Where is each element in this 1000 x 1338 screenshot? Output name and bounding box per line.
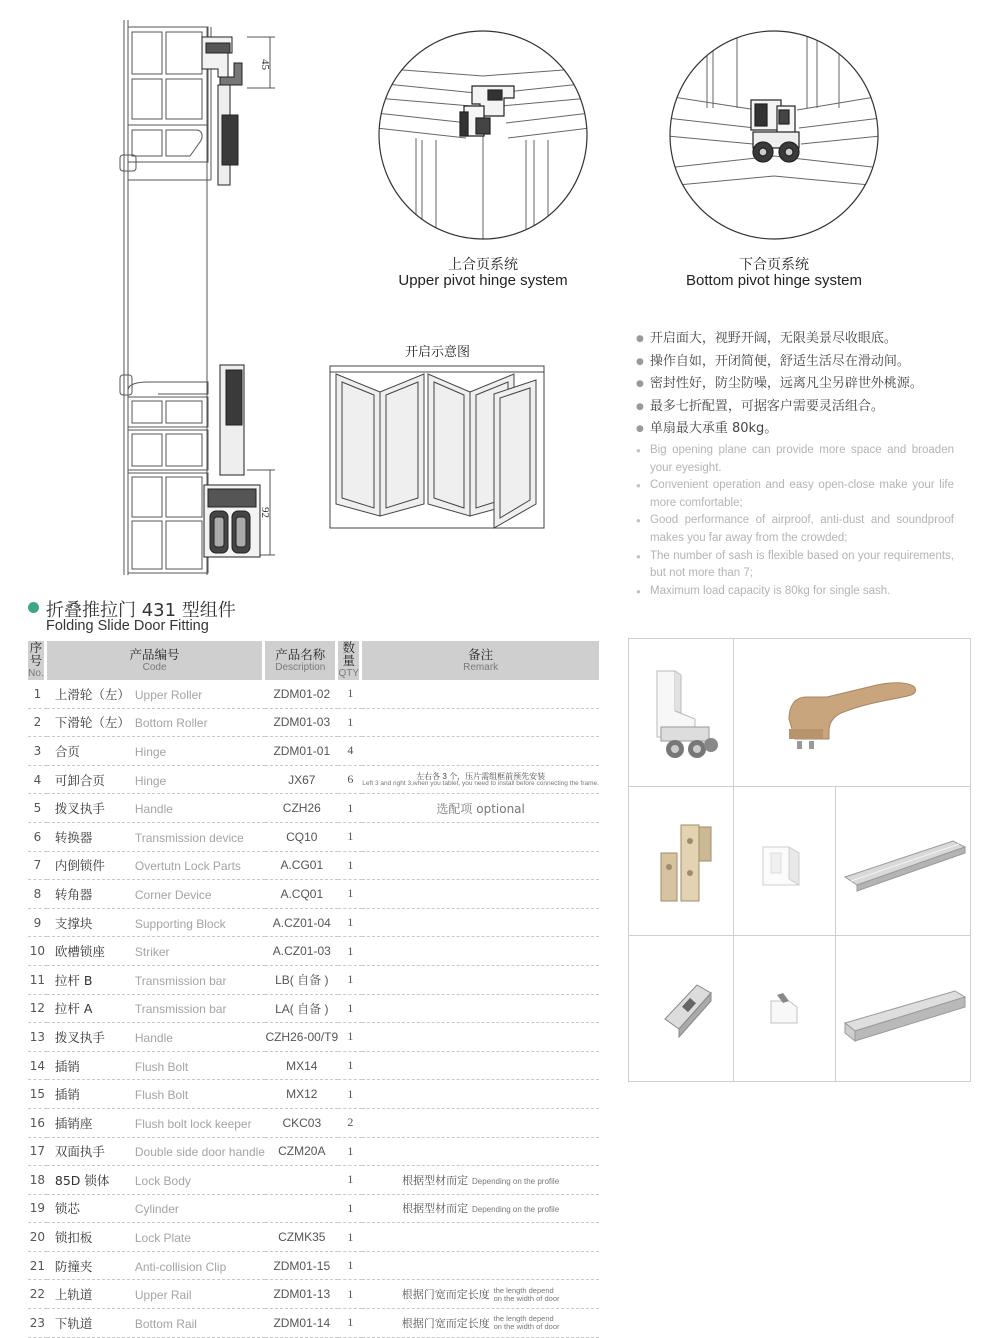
row-name-en: Lock Plate <box>134 1231 191 1246</box>
row-qty: 1 <box>338 709 362 738</box>
row-description: JX67 <box>265 766 338 795</box>
row-name-en: Hinge <box>134 744 167 759</box>
remark-en: Depending on the profile <box>471 1176 560 1186</box>
row-no: 21 <box>28 1252 47 1281</box>
row-description: CZMK35 <box>265 1223 338 1252</box>
bottom-rail-photo <box>841 985 969 1045</box>
bottom-hinge-title-zh: 下合页系统 <box>739 257 809 273</box>
row-remark <box>362 1195 599 1224</box>
upper-hinge-title-en: Upper pivot hinge system <box>398 272 568 289</box>
row-code-cell <box>47 1052 265 1081</box>
row-qty: 1 <box>338 1023 362 1052</box>
remark-en: Left 3 and right 3,when you tablet, you need to install before connecting the frame. <box>362 779 599 787</box>
row-remark <box>362 1109 599 1138</box>
row-name-en: Handle <box>134 802 173 817</box>
table-row <box>28 1052 599 1081</box>
row-code-cell <box>47 680 265 709</box>
row-name-zh: 内倒锁件 <box>54 858 105 874</box>
row-no: 15 <box>28 1080 47 1109</box>
row-description: A.CG01 <box>265 852 338 881</box>
table-row <box>28 966 599 995</box>
table-row <box>28 880 599 909</box>
row-no: 6 <box>28 823 47 852</box>
row-remark <box>362 909 599 938</box>
remark-zh: 根据型材而定 <box>402 1173 469 1187</box>
remark-zh: 根据门宽而定长度 <box>401 1288 490 1302</box>
table-row <box>28 1080 599 1109</box>
row-description: MX12 <box>265 1080 338 1109</box>
row-description: ZDM01-13 <box>265 1280 338 1309</box>
row-code-cell <box>47 1080 265 1109</box>
remark: 选配项 optional <box>436 801 525 816</box>
header-remark: 备注 Remark <box>362 641 599 680</box>
row-remark <box>362 1166 599 1195</box>
row-name-zh: 上滑轮（左） <box>54 686 130 702</box>
row-description: CZH26-00/T9 <box>265 1023 338 1052</box>
row-name-zh: 拉杆 B <box>54 972 93 988</box>
row-code-cell <box>47 966 265 995</box>
table-row <box>28 1023 599 1052</box>
row-name-zh: 拨叉执手 <box>54 801 105 817</box>
row-no: 7 <box>28 852 47 881</box>
feature-en-item: ● Convenient operation and easy open-close make your life more comfortable; <box>636 477 954 512</box>
row-description: MX14 <box>265 1052 338 1081</box>
row-name-en: Bottom Rail <box>134 1316 197 1331</box>
handle-photo <box>777 669 927 759</box>
section-title-zh: 折叠推拉门 431 型组件 <box>46 600 236 621</box>
frame-cross-section-drawing <box>110 15 290 580</box>
bottom-pivot-hinge-illustration <box>667 28 881 242</box>
row-remark <box>362 995 599 1024</box>
row-remark <box>362 794 599 823</box>
bottom-hinge-title-en: Bottom pivot hinge system <box>686 272 862 289</box>
row-remark <box>362 680 599 709</box>
section-bullet-icon <box>28 602 39 613</box>
row-remark <box>362 966 599 995</box>
row-name-en: Corner Device <box>134 887 212 902</box>
table-row <box>28 766 599 795</box>
folding-door-opening-diagram <box>328 362 548 534</box>
row-qty: 1 <box>338 1052 362 1081</box>
row-qty: 1 <box>338 1252 362 1281</box>
row-code-cell <box>47 1252 265 1281</box>
row-remark <box>362 1023 599 1052</box>
table-row <box>28 680 599 709</box>
row-name-zh: 拨叉执手 <box>54 1029 105 1045</box>
row-remark <box>362 1052 599 1081</box>
table-row <box>28 1195 599 1224</box>
row-code-cell <box>47 1109 265 1138</box>
row-code-cell <box>47 909 265 938</box>
anti-collision-clip-photo <box>755 835 815 893</box>
row-no: 5 <box>28 794 47 823</box>
table-row <box>28 1166 599 1195</box>
remark-zh: 左右各 3 个，压片需组框前预先安装 <box>416 771 546 781</box>
row-no: 13 <box>28 1023 47 1052</box>
table-row <box>28 823 599 852</box>
row-no: 10 <box>28 937 47 966</box>
row-name-zh: 下滑轮（左） <box>54 715 130 731</box>
row-code-cell <box>47 737 265 766</box>
row-remark <box>362 1252 599 1281</box>
row-remark <box>362 1309 599 1338</box>
row-code-cell <box>47 937 265 966</box>
row-name-zh: 下轨道 <box>54 1315 93 1331</box>
row-code-cell <box>47 852 265 881</box>
row-no: 17 <box>28 1138 47 1167</box>
row-description: ZDM01-14 <box>265 1309 338 1338</box>
feature-en-item: ● The number of sash is flexible based on your requirements, but not more than 7; <box>636 548 954 583</box>
row-remark <box>362 1080 599 1109</box>
row-name-zh: 上轨道 <box>54 1287 93 1303</box>
feature-en-item: ● Good performance of airproof, anti-dust and soundproof makes you far away from the crowded; <box>636 512 954 547</box>
row-qty: 1 <box>338 966 362 995</box>
row-qty: 1 <box>338 880 362 909</box>
row-name-en: Transmission bar <box>134 1002 227 1017</box>
feature-zh-item: ● 操作自如，开闭简便，舒适生活尽在滑动间。 <box>636 351 966 374</box>
row-no: 2 <box>28 709 47 738</box>
row-name-en: Handle <box>134 1030 173 1045</box>
row-qty: 2 <box>338 1109 362 1138</box>
row-remark <box>362 852 599 881</box>
row-description: CZH26 <box>265 794 338 823</box>
row-description: ZDM01-02 <box>265 680 338 709</box>
row-no: 11 <box>28 966 47 995</box>
row-description: CQ10 <box>265 823 338 852</box>
features-list-en <box>636 442 954 600</box>
row-no: 23 <box>28 1309 47 1338</box>
row-name-zh: 可卸合页 <box>54 772 105 788</box>
header-description: 产品名称 Description <box>265 641 338 680</box>
opening-diagram-title: 开启示意图 <box>404 345 470 360</box>
row-name-en: Supporting Block <box>134 916 226 931</box>
table-row <box>28 1252 599 1281</box>
feature-en-item: ● Maximum load capacity is 80kg for single sash. <box>636 583 954 601</box>
remark-en: Depending on the profile <box>471 1205 560 1215</box>
row-name-en: Transmission bar <box>134 973 227 988</box>
row-qty: 1 <box>338 680 362 709</box>
row-no: 20 <box>28 1223 47 1252</box>
row-name-en: Upper Roller <box>134 687 203 702</box>
remark-zh: 根据门宽而定长度 <box>401 1316 490 1330</box>
row-qty: 1 <box>338 1166 362 1195</box>
header-qty: 数 量 QTY <box>338 641 362 680</box>
row-code-cell <box>47 1023 265 1052</box>
feature-en-item: ● Big opening plane can provide more space and broaden your eyesight. <box>636 442 954 477</box>
parts-table <box>28 641 599 1338</box>
table-header-row <box>28 641 599 680</box>
row-name-en: Hinge <box>134 773 167 788</box>
row-code-cell <box>47 1309 265 1338</box>
row-name-zh: 防撞夹 <box>54 1258 93 1274</box>
row-name-zh: 欧槽锁座 <box>54 944 105 960</box>
row-description <box>265 1195 338 1224</box>
row-qty: 1 <box>338 995 362 1024</box>
table-row <box>28 1309 599 1338</box>
row-name-zh: 转换器 <box>54 829 93 845</box>
row-name-en: Flush Bolt <box>134 1059 189 1074</box>
table-row <box>28 794 599 823</box>
row-name-zh: 支撑块 <box>54 915 93 931</box>
row-no: 3 <box>28 737 47 766</box>
row-no: 12 <box>28 995 47 1024</box>
row-name-en: Striker <box>134 945 170 960</box>
row-name-zh: 85D 锁体 <box>54 1172 110 1188</box>
table-row <box>28 1223 599 1252</box>
remark-en-1: the length depend <box>493 1314 554 1324</box>
row-name-zh: 转角器 <box>54 886 93 902</box>
section-title-en: Folding Slide Door Fitting <box>46 618 209 634</box>
row-description: A.CQ01 <box>265 880 338 909</box>
row-description: LB( 自备 ) <box>265 966 338 995</box>
row-name-zh: 拉杆 A <box>54 1001 93 1017</box>
row-code-cell <box>47 709 265 738</box>
row-code-cell <box>47 1138 265 1167</box>
row-description: A.CZ01-03 <box>265 937 338 966</box>
row-remark <box>362 937 599 966</box>
row-qty: 6 <box>338 766 362 795</box>
row-qty: 1 <box>338 1080 362 1109</box>
row-remark <box>362 1138 599 1167</box>
table-row <box>28 995 599 1024</box>
row-name-zh: 合页 <box>54 743 80 759</box>
row-code-cell <box>47 1166 265 1195</box>
row-qty: 1 <box>338 852 362 881</box>
remark-en-2: on the width of door <box>493 1322 560 1332</box>
row-no: 8 <box>28 880 47 909</box>
row-code-cell <box>47 766 265 795</box>
row-description: A.CZ01-04 <box>265 909 338 938</box>
upper-hinge-title-zh: 上合页系统 <box>448 257 518 273</box>
row-code-cell <box>47 823 265 852</box>
row-qty: 1 <box>338 1138 362 1167</box>
row-description: ZDM01-03 <box>265 709 338 738</box>
row-name-en: Upper Rail <box>134 1288 192 1303</box>
table-row <box>28 709 599 738</box>
row-code-cell <box>47 1280 265 1309</box>
row-remark <box>362 1280 599 1309</box>
header-no: 序号 No. <box>28 641 47 680</box>
row-name-en: Anti-collision Clip <box>134 1259 227 1274</box>
row-name-en: Double side door handle <box>134 1145 265 1160</box>
feature-zh-item: ● 单扇最大承重 80kg。 <box>636 418 966 441</box>
row-name-en: Overtutn Lock Parts <box>134 859 241 874</box>
row-no: 1 <box>28 680 47 709</box>
upper-rail-photo <box>841 835 969 895</box>
dimension-label-45: 45 <box>259 59 271 70</box>
remark-en-2: on the width of door <box>493 1293 560 1303</box>
product-photo-grid <box>628 638 971 1082</box>
hinge-photo <box>653 817 719 909</box>
supporting-block-photo <box>765 991 805 1031</box>
table-row <box>28 909 599 938</box>
row-no: 4 <box>28 766 47 795</box>
feature-zh-item: ● 开启面大，视野开阔，无限美景尽收眼底。 <box>636 328 966 351</box>
row-remark <box>362 709 599 738</box>
row-name-zh: 双面执手 <box>54 1144 105 1160</box>
row-code-cell <box>47 995 265 1024</box>
row-qty: 1 <box>338 1223 362 1252</box>
row-name-zh: 锁扣板 <box>54 1230 93 1246</box>
dimension-label-92: 92 <box>259 507 271 518</box>
row-description: ZDM01-01 <box>265 737 338 766</box>
row-name-en: Transmission device <box>134 830 244 845</box>
row-name-en: Flush bolt lock keeper <box>134 1116 252 1131</box>
row-qty: 1 <box>338 1280 362 1309</box>
row-description: CKC03 <box>265 1109 338 1138</box>
row-no: 16 <box>28 1109 47 1138</box>
row-no: 19 <box>28 1195 47 1224</box>
row-name-zh: 插销 <box>54 1058 80 1074</box>
row-code-cell <box>47 794 265 823</box>
row-code-cell <box>47 1195 265 1224</box>
row-name-en: Cylinder <box>134 1202 179 1217</box>
row-description: ZDM01-15 <box>265 1252 338 1281</box>
table-row <box>28 737 599 766</box>
row-qty: 1 <box>338 937 362 966</box>
row-no: 9 <box>28 909 47 938</box>
row-qty: 1 <box>338 1309 362 1338</box>
row-description: LA( 自备 ) <box>265 995 338 1024</box>
feature-zh-item: ● 密封性好，防尘防噪，远离凡尘另辟世外桃源。 <box>636 373 966 396</box>
remark-en-1: the length depend <box>493 1285 554 1295</box>
table-row <box>28 1280 599 1309</box>
row-name-zh: 锁芯 <box>54 1201 80 1217</box>
row-qty: 1 <box>338 909 362 938</box>
row-qty: 4 <box>338 737 362 766</box>
row-remark <box>362 880 599 909</box>
row-name-en: Lock Body <box>134 1173 191 1188</box>
row-remark <box>362 766 599 795</box>
table-row <box>28 1138 599 1167</box>
row-remark <box>362 823 599 852</box>
row-code-cell <box>47 1223 265 1252</box>
row-remark <box>362 1223 599 1252</box>
header-code: 产品编号 Code <box>47 641 265 680</box>
row-qty: 1 <box>338 823 362 852</box>
row-qty: 1 <box>338 794 362 823</box>
row-code-cell <box>47 880 265 909</box>
row-no: 14 <box>28 1052 47 1081</box>
row-qty: 1 <box>338 1195 362 1224</box>
row-no: 18 <box>28 1166 47 1195</box>
upper-roller-photo <box>645 665 723 763</box>
row-description: CZM20A <box>265 1138 338 1167</box>
remark-zh: 根据型材而定 <box>402 1202 469 1216</box>
table-row <box>28 1109 599 1138</box>
row-no: 22 <box>28 1280 47 1309</box>
upper-pivot-hinge-illustration <box>376 28 590 242</box>
row-name-en: Flush Bolt <box>134 1088 189 1103</box>
lock-plate-photo <box>659 979 719 1045</box>
row-name-en: Bottom Roller <box>134 716 208 731</box>
row-description <box>265 1166 338 1195</box>
feature-zh-item: ● 最多七折配置，可据客户需要灵活组合。 <box>636 396 966 419</box>
features-list-zh <box>636 328 966 441</box>
row-name-zh: 插销座 <box>54 1115 93 1131</box>
row-name-zh: 插销 <box>54 1087 80 1103</box>
row-remark <box>362 737 599 766</box>
table-row <box>28 937 599 966</box>
table-row <box>28 852 599 881</box>
